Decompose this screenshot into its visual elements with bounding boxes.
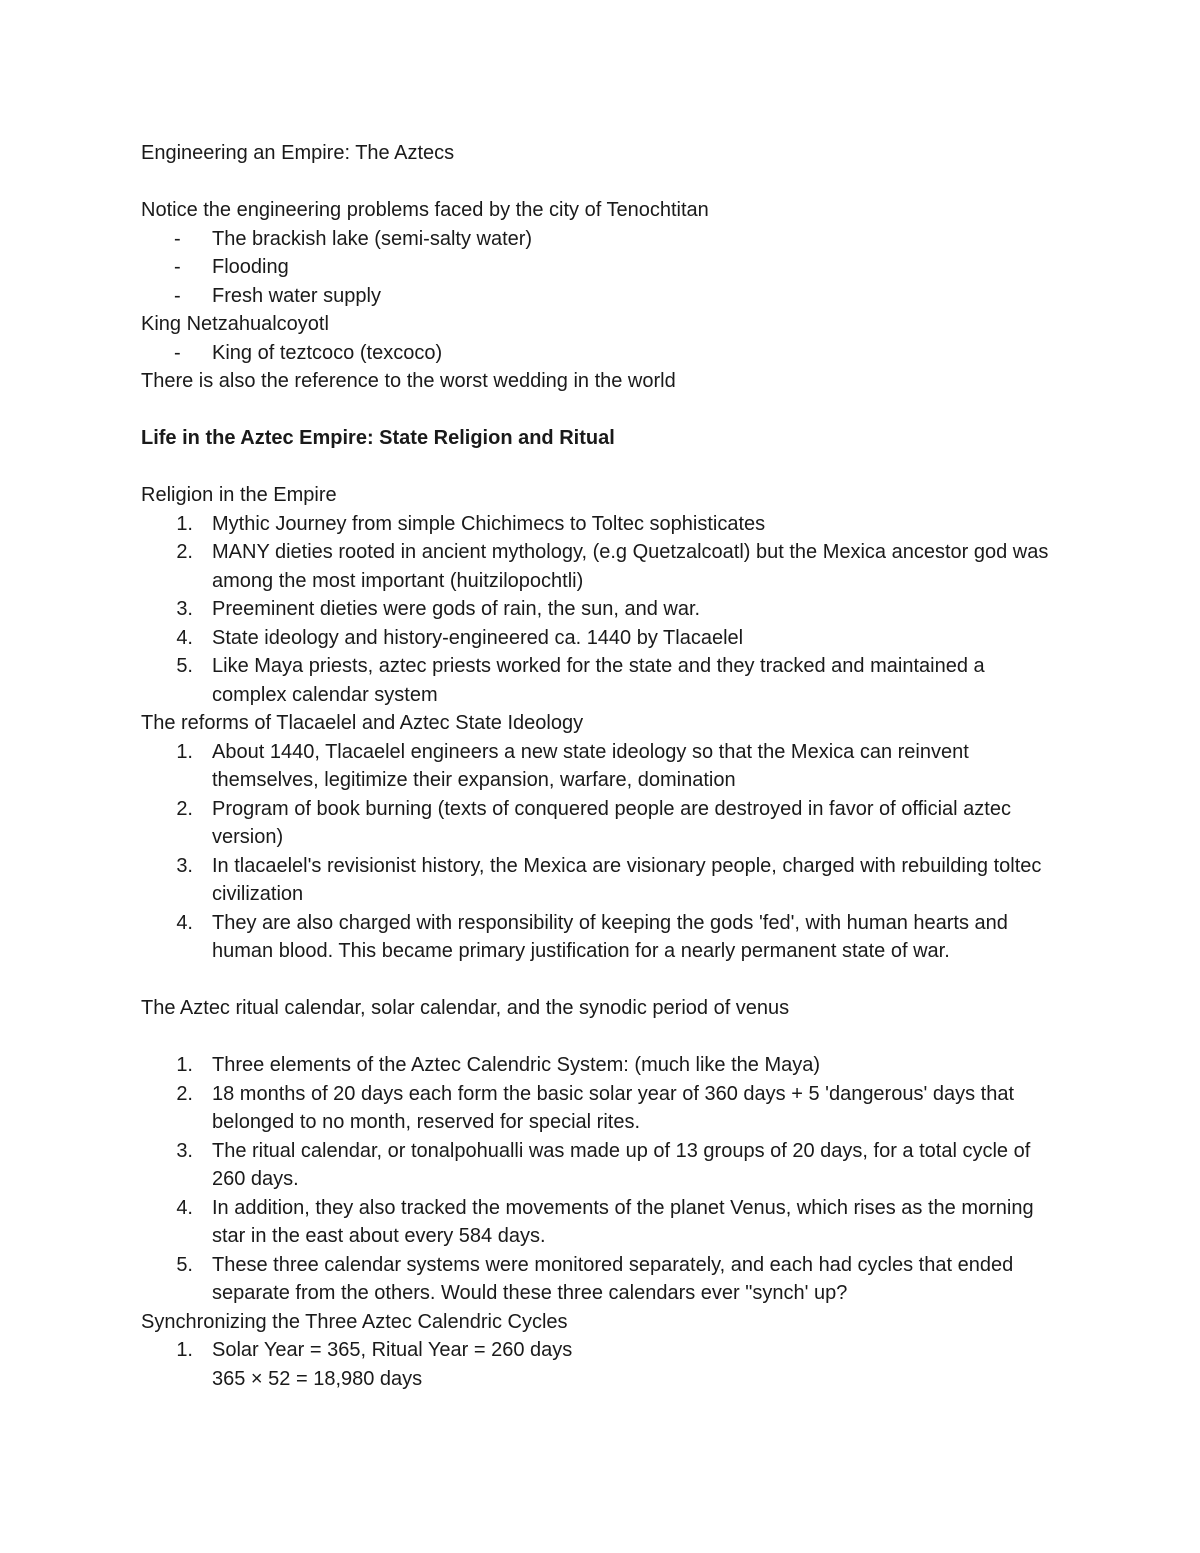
reforms-heading: The reforms of Tlacaelel and Aztec State Ideology bbox=[141, 712, 584, 734]
spacer bbox=[141, 396, 1061, 425]
list-item: 2. Program of book burning (texts of conquered people are destroyed in favor of official aztec version) bbox=[141, 795, 1061, 852]
list-item: 1. Three elements of the Aztec Calendric System: (much like the Maya) bbox=[141, 1051, 1061, 1080]
list-number: 3. bbox=[176, 598, 193, 620]
list-item: 4. They are also charged with responsibility of keeping the gods 'fed', with human hearts and human blood. This became primary justification for a nearly permanent state of war. bbox=[141, 909, 1061, 966]
list-number: 1. bbox=[176, 512, 193, 535]
spacer bbox=[141, 168, 1061, 197]
list-item: 2. 18 months of 20 days each form the basic solar year of 360 days + 5 'dangerous' days that belonged to no month, reserved for special rites. bbox=[141, 1080, 1061, 1137]
list-item: - Flooding bbox=[141, 253, 1061, 282]
list-item: 2. MANY dieties rooted in ancient mythology, (e.g Quetzalcoatl) but the Mexica ancestor god was among the most important (huitzilopochtli) bbox=[141, 538, 1061, 595]
calendar-list bbox=[141, 1051, 1061, 1308]
list-item: 3. Preeminent dieties were gods of rain, the sun, and war. bbox=[141, 595, 1061, 624]
list-item: - King of teztcoco (texcoco) bbox=[141, 339, 1061, 368]
list-number: 1. bbox=[176, 1339, 193, 1361]
calendar-heading: The Aztec ritual calendar, solar calendar, and the synodic period of venus bbox=[141, 997, 790, 1019]
sync-line-2: 365 × 52 = 18,980 days bbox=[212, 1367, 423, 1390]
list-item: 5. These three calendar systems were monitored separately, and each had cycles that ended separate from the others. Would these three calendars ever "synch' up? bbox=[141, 1251, 1061, 1308]
list-item: 4. In addition, they also tracked the movements of the planet Venus, which rises as the morning star in the east about every 584 days. bbox=[141, 1194, 1061, 1251]
dash-bullet: - bbox=[174, 227, 181, 250]
list-item: - Fresh water supply bbox=[141, 282, 1061, 311]
sync-heading: Synchronizing the Three Aztec Calendric Cycles bbox=[141, 1310, 568, 1333]
king-heading: King Netzahualcoyotl bbox=[141, 313, 329, 335]
religion-heading: Religion in the Empire bbox=[141, 484, 337, 506]
list-number: 4. bbox=[176, 626, 193, 649]
list-item: 4. State ideology and history-engineered ca. 1440 by Tlacaelel bbox=[141, 624, 1061, 653]
section-heading-religion: Life in the Aztec Empire: State Religion and Ritual bbox=[141, 427, 615, 449]
spacer bbox=[141, 966, 1061, 995]
sync-line-1: Solar Year = 365, Ritual Year = 260 days bbox=[212, 1339, 573, 1361]
list-item: 1. About 1440, Tlacaelel engineers a new state ideology so that the Mexica can reinvent themselves, legitimize their expansion, warfare, domination bbox=[141, 738, 1061, 795]
list-number: 4. bbox=[176, 911, 193, 934]
list-number: 2. bbox=[176, 541, 193, 563]
dash-bullet: - bbox=[174, 284, 181, 307]
list-item: - The brackish lake (semi-salty water) bbox=[141, 225, 1061, 254]
list-number: 2. bbox=[176, 1082, 193, 1105]
list-number: 1. bbox=[176, 1054, 193, 1076]
spacer bbox=[141, 453, 1061, 482]
list-item: 3. The ritual calendar, or tonalpohualli was made up of 13 groups of 20 days, for a total cycle of 260 days. bbox=[141, 1137, 1061, 1194]
dash-bullet: - bbox=[174, 341, 181, 364]
list-number: 1. bbox=[176, 740, 193, 763]
list-item: 5. Like Maya priests, aztec priests worked for the state and they tracked and maintained a complex calendar system bbox=[141, 652, 1061, 709]
list-number: 5. bbox=[176, 655, 193, 677]
document-title: Engineering an Empire: The Aztecs bbox=[141, 142, 455, 164]
list-item: 3. In tlacaelel's revisionist history, the Mexica are visionary people, charged with rebuilding toltec civilization bbox=[141, 852, 1061, 909]
wedding-note: There is also the reference to the worst wedding in the world bbox=[141, 370, 676, 392]
engineering-intro: Notice the engineering problems faced by the city of Tenochtitan bbox=[141, 199, 709, 221]
list-item: 1. Mythic Journey from simple Chichimecs to Toltec sophisticates bbox=[141, 510, 1061, 539]
king-list bbox=[141, 339, 1061, 368]
list-item bbox=[141, 1336, 1061, 1393]
list-number: 5. bbox=[176, 1253, 193, 1276]
list-number: 4. bbox=[176, 1196, 193, 1219]
religion-list bbox=[141, 510, 1061, 710]
sync-list bbox=[141, 1336, 1061, 1393]
spacer bbox=[141, 1023, 1061, 1052]
engineering-problems-list bbox=[141, 225, 1061, 311]
document-body bbox=[141, 139, 1061, 1393]
list-number: 2. bbox=[176, 797, 193, 820]
list-number: 3. bbox=[176, 854, 193, 877]
list-number: 3. bbox=[176, 1139, 193, 1162]
reforms-list bbox=[141, 738, 1061, 966]
dash-bullet: - bbox=[174, 256, 181, 278]
